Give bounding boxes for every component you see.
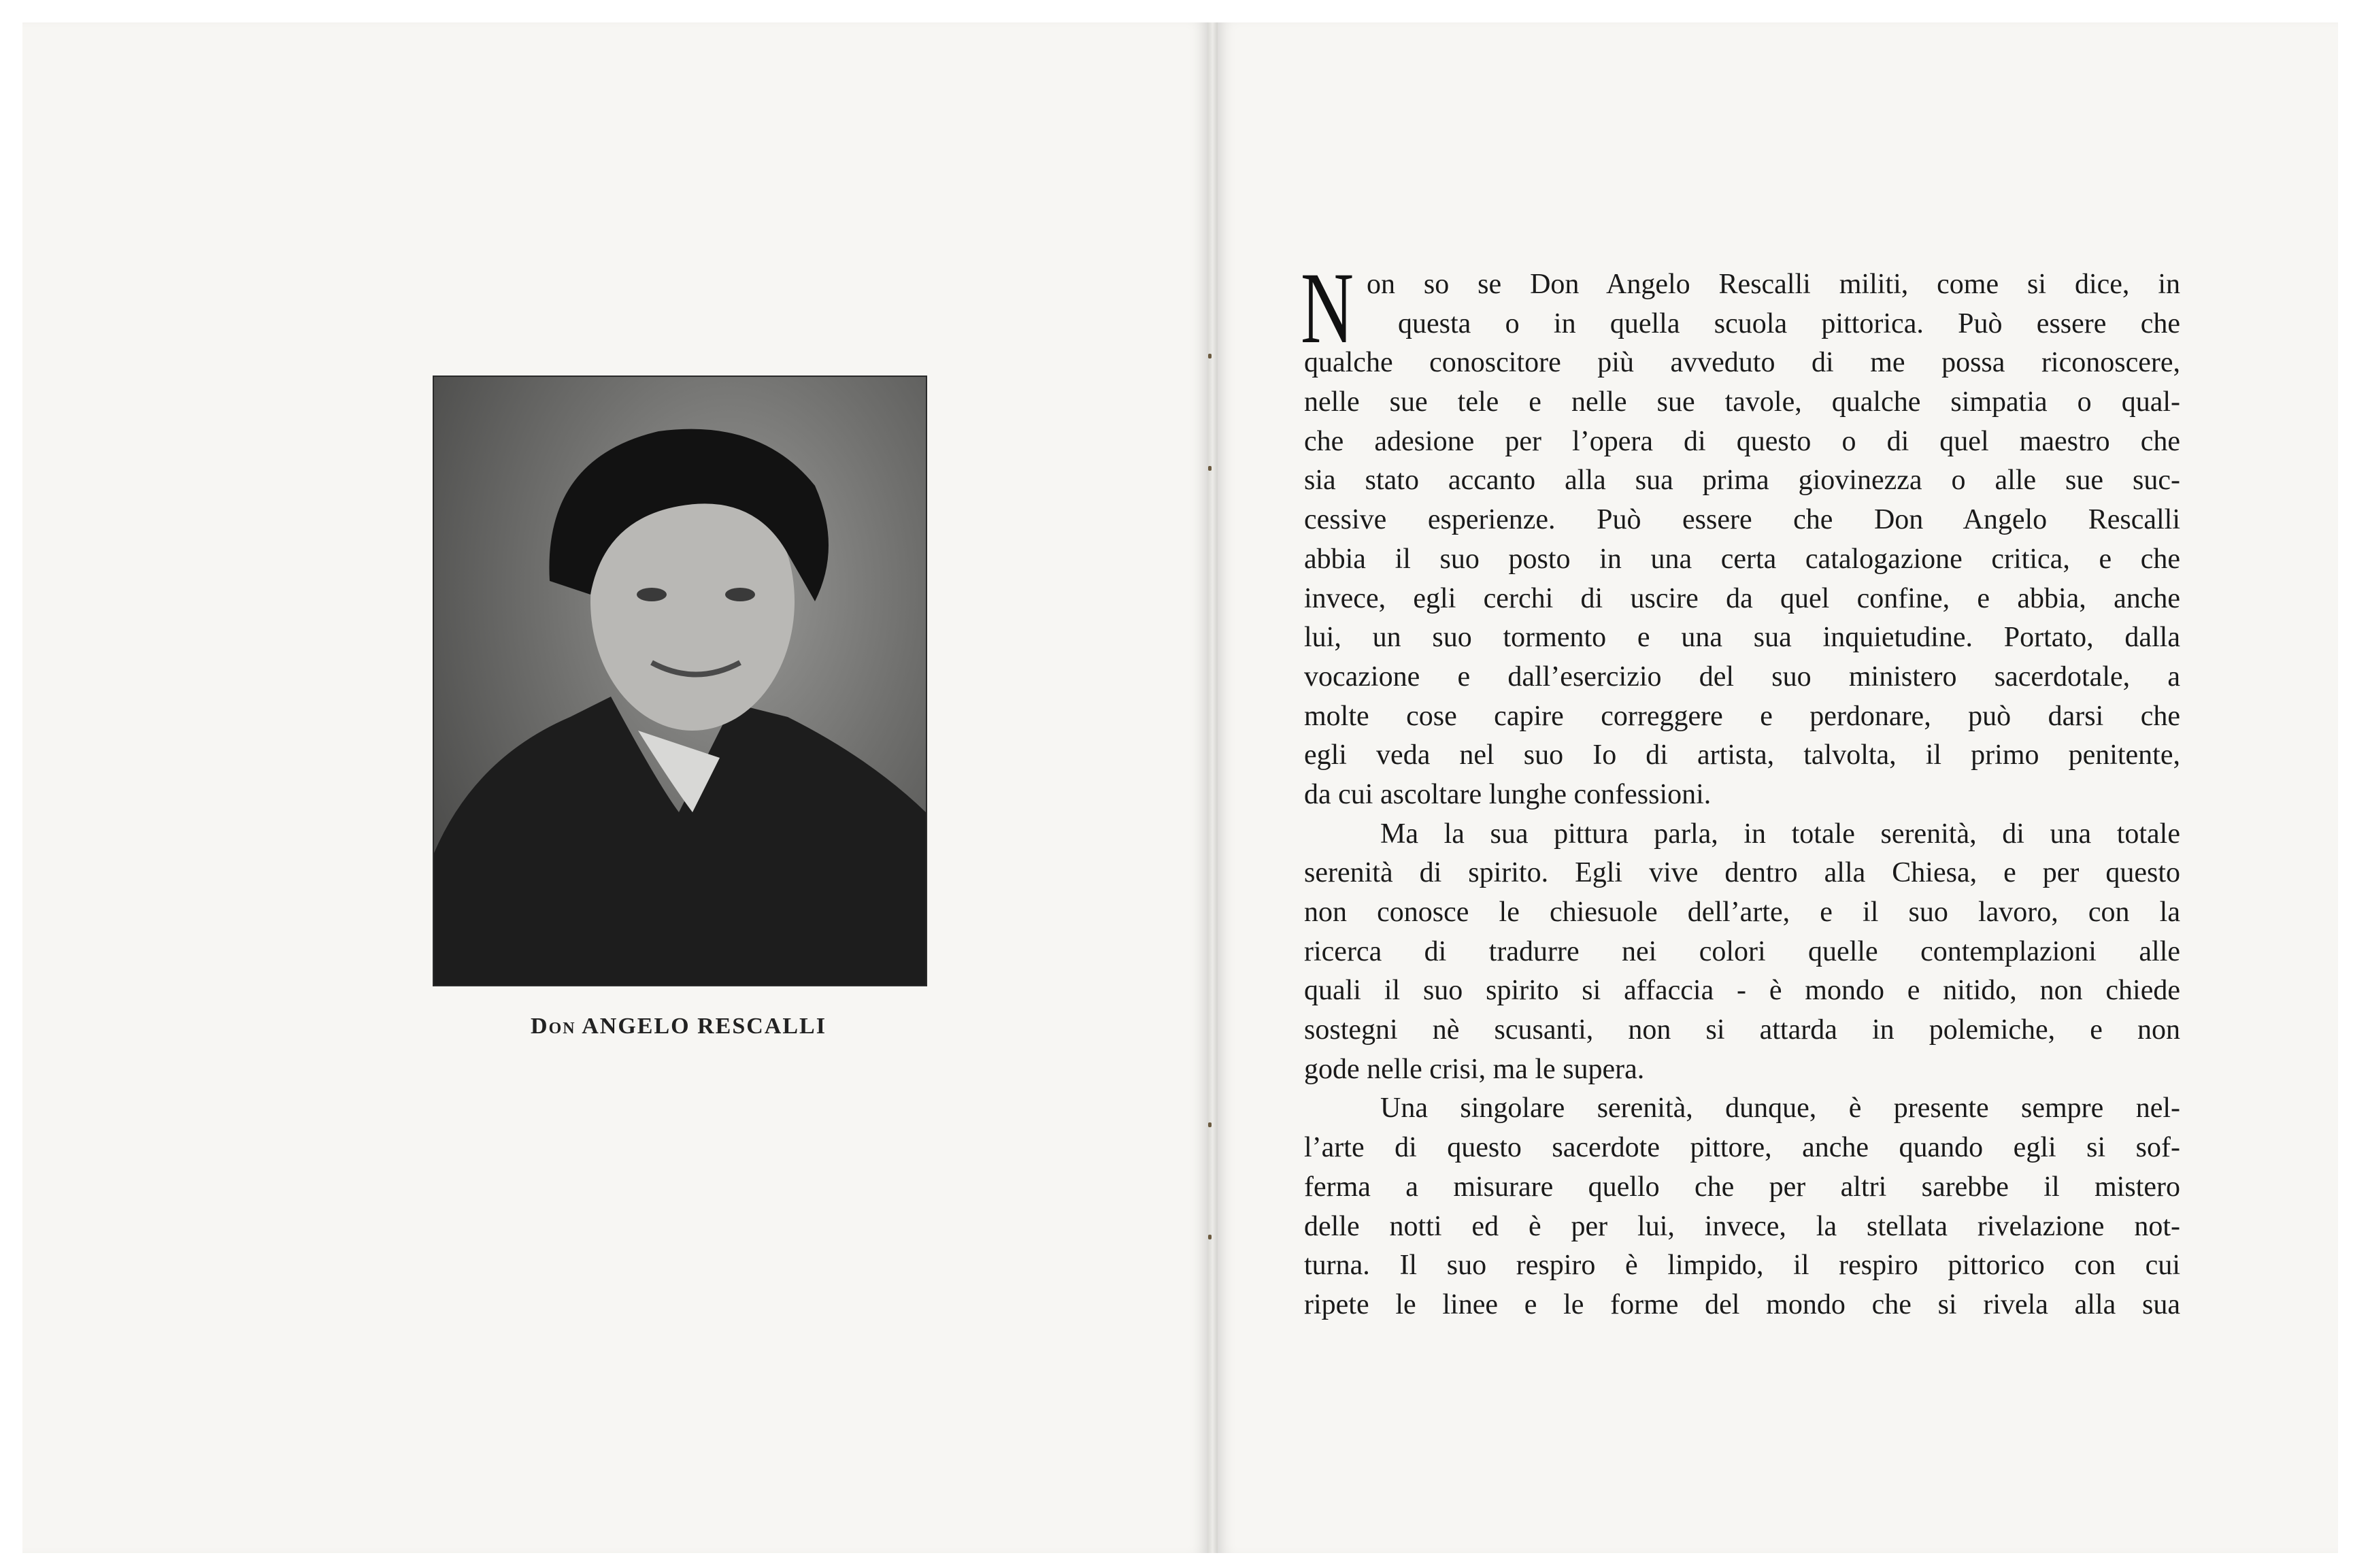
body-text bbox=[1304, 265, 2180, 1325]
text-line: ferma a misurare quello che per altri sarebbe il mistero bbox=[1304, 1171, 2180, 1203]
binding-staple bbox=[1208, 1235, 1212, 1239]
binding-staple bbox=[1208, 354, 1212, 358]
photo-caption bbox=[433, 1014, 924, 1039]
portrait-photo bbox=[433, 376, 927, 986]
text-line: non conosce le chiesuole dell’arte, e il suo lavoro, con la bbox=[1304, 897, 2180, 928]
text-line: delle notti ed è per lui, invece, la stellata rivelazione not- bbox=[1304, 1210, 2180, 1242]
text-line: quali il suo spirito si affaccia - è mondo e nitido, non chiede bbox=[1304, 975, 2180, 1007]
text-line: nelle sue tele e nelle sue tavole, qualche simpatia o qual- bbox=[1304, 386, 2180, 418]
text-line: turna. Il suo respiro è limpido, il respiro pittorico con cui bbox=[1304, 1250, 2180, 1282]
text-line: abbia il suo posto in una certa catalogazione critica, e che bbox=[1304, 543, 2180, 575]
drop-cap: N bbox=[1301, 252, 1354, 365]
text-line: l’arte di questo sacerdote pittore, anche quando egli si sof- bbox=[1304, 1132, 2180, 1164]
text-line: egli veda nel suo Io di artista, talvolta, il primo penitente, bbox=[1304, 739, 2180, 771]
binding-staple bbox=[1208, 1122, 1212, 1127]
text-line: da cui ascoltare lunghe confessioni. bbox=[1304, 778, 1712, 810]
text-line: Ma la sua pittura parla, in totale serenità, di una totale bbox=[1380, 818, 2180, 850]
text-line: vocazione e dall’esercizio del suo ministero sacerdotale, a bbox=[1304, 661, 2180, 693]
text-line: Una singolare serenità, dunque, è presente sempre nel- bbox=[1380, 1092, 2180, 1124]
text-line: invece, egli cerchi di uscire da quel confine, e abbia, anche bbox=[1304, 582, 2180, 614]
text-line: gode nelle crisi, ma le supera. bbox=[1304, 1053, 1645, 1085]
text-line: sostegni nè scusanti, non si attarda in polemiche, e non bbox=[1304, 1014, 2180, 1046]
caption-title: Don bbox=[531, 1014, 576, 1039]
text-line: on so se Don Angelo Rescalli militi, come si dice, in bbox=[1367, 269, 2180, 300]
caption-name: ANGELO RESCALLI bbox=[582, 1014, 827, 1039]
text-line: sia stato accanto alla sua prima giovinezza o alle sue suc- bbox=[1304, 465, 2180, 497]
text-line: ricerca di tradurre nei colori quelle contemplazioni alle bbox=[1304, 935, 2180, 967]
text-line: qualche conoscitore più avveduto di me possa riconoscere, bbox=[1304, 347, 2180, 379]
binding-staple bbox=[1208, 466, 1212, 471]
text-line: che adesione per l’opera di questo o di quel maestro che bbox=[1304, 425, 2180, 457]
portrait-figure bbox=[434, 377, 926, 985]
text-line: cessive esperienze. Può essere che Don Angelo Rescalli bbox=[1304, 504, 2180, 536]
text-line: serenità di spirito. Egli vive dentro alla Chiesa, e per questo bbox=[1304, 857, 2180, 889]
text-line: molte cose capire correggere e perdonare, può darsi che bbox=[1304, 700, 2180, 732]
book-gutter bbox=[1207, 22, 1218, 1553]
text-line: lui, un suo tormento e una sua inquietudine. Portato, dalla bbox=[1304, 622, 2180, 654]
text-line: ripete le linee e le forme del mondo che si rivela alla sua bbox=[1304, 1288, 2180, 1320]
text-line: questa o in quella scuola pittorica. Può essere che bbox=[1398, 307, 2180, 339]
